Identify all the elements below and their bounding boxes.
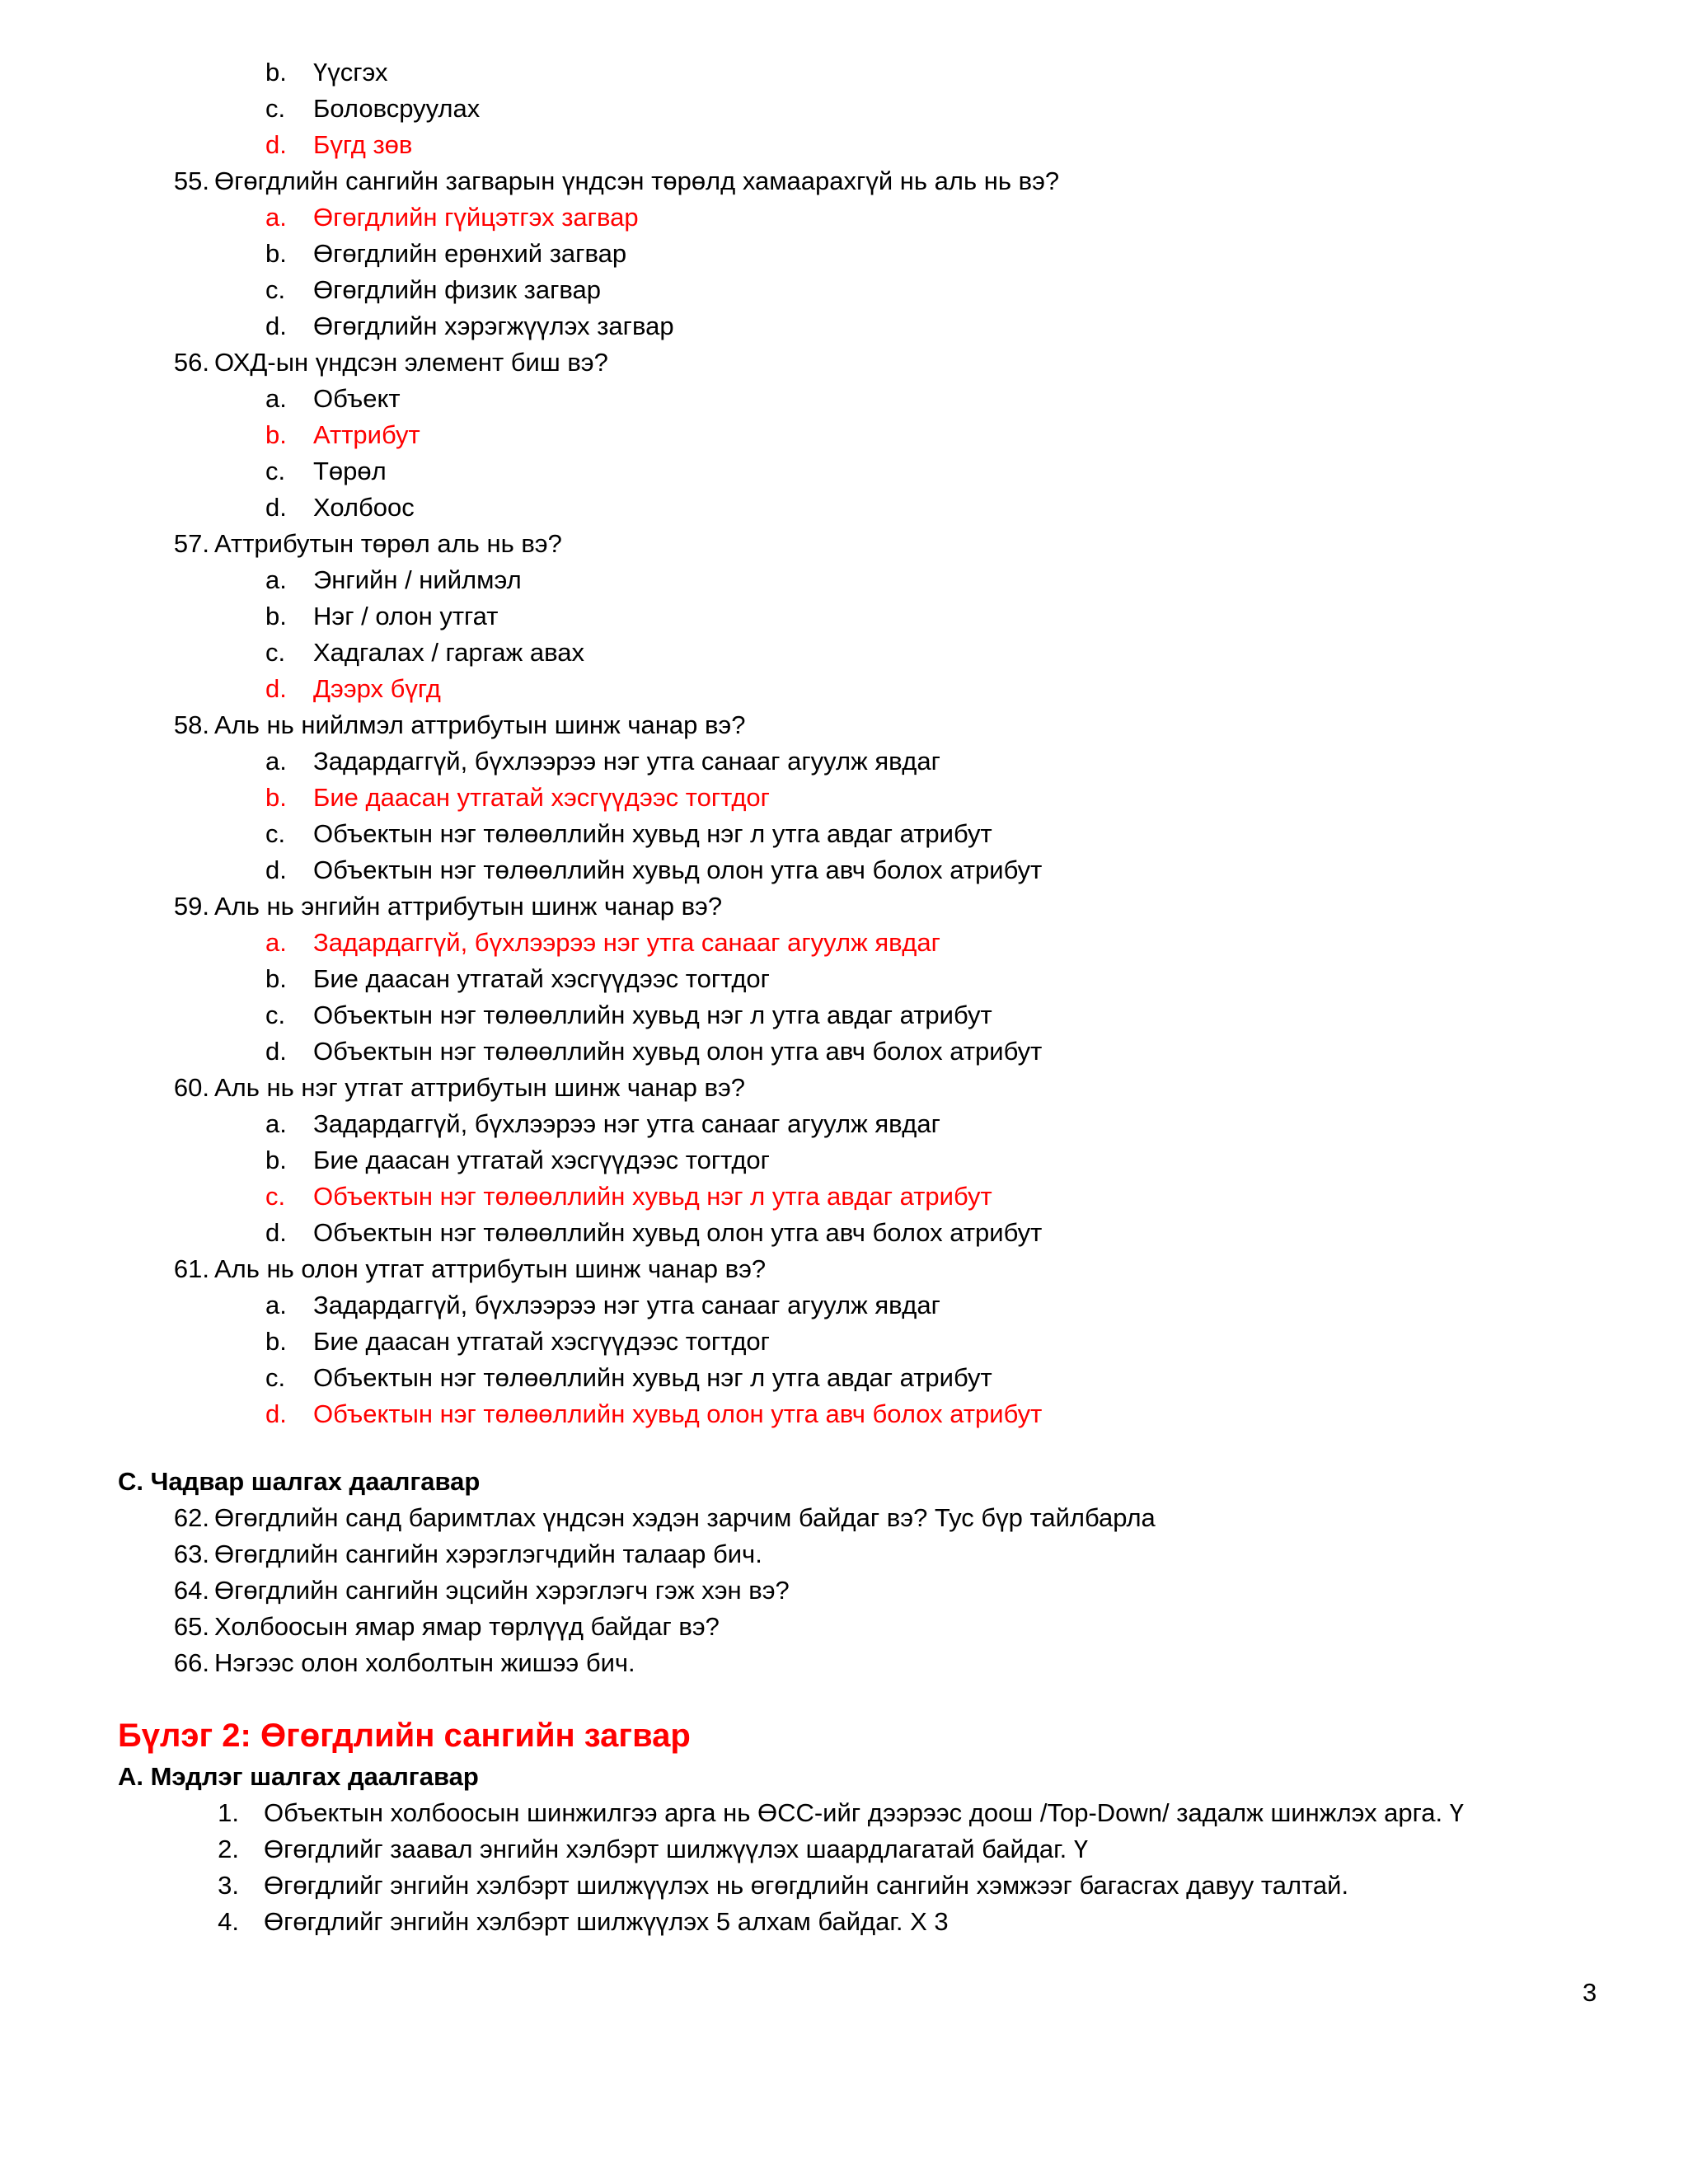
q56-option-b-correct: b. Аттрибут xyxy=(265,420,420,449)
q60-option-c-correct: c. Объектын нэг төлөөллийн хувьд нэг л утга авдаг атрибут xyxy=(265,1182,992,1211)
page-number: 3 xyxy=(1582,1978,1597,2007)
q57-option-c: c. Хадгалах / гаргаж авах xyxy=(265,638,584,667)
q60-option-b: b. Бие даасан утгатай хэсгүүдээс тогтдог xyxy=(265,1146,770,1174)
q56-option-d: d. Холбоос xyxy=(265,493,415,522)
question-56: 56. ОХД-ын үндсэн элемент биш вэ? xyxy=(173,348,608,377)
q58-option-d: d. Объектын нэг төлөөллийн хувьд олон утга авч болох атрибут xyxy=(265,855,1043,884)
q55-option-d: d. Өгөгдлийн хэрэгжүүлэх загвар xyxy=(265,312,674,340)
statement-2: 2. Өгөгдлийг заавал энгийн хэлбэрт шилжүүлэх шаардлагатай байдаг. Ү xyxy=(218,1835,1089,1863)
option-prev-d-correct: d. Бүгд зөв xyxy=(265,130,413,159)
q59-option-d: d. Объектын нэг төлөөллийн хувьд олон утга авч болох атрибут xyxy=(265,1037,1043,1066)
option-prev-c: c. Боловсруулах xyxy=(265,94,481,123)
question-61: 61. Аль нь олон утгат аттрибутын шинж чанар вэ? xyxy=(173,1254,767,1283)
chapter-heading: Бүлэг 2: Өгөгдлийн сангийн загвар xyxy=(118,1718,691,1754)
q56-option-a: a. Объект xyxy=(265,384,401,413)
question-55: 55. Өгөгдлийн сангийн загварын үндсэн төрөлд хамаарахгүй нь аль нь вэ? xyxy=(173,166,1060,195)
q58-option-c: c. Объектын нэг төлөөллийн хувьд нэг л утга авдаг атрибут xyxy=(265,819,992,848)
statement-3: 3. Өгөгдлийг энгийн хэлбэрт шилжүүлэх нь өгөгдлийн сангийн хэмжээг багасгах давуу талтай. xyxy=(218,1871,1349,1900)
q60-option-a: a. Задардаггүй, бүхлээрээ нэг утга санааг агуулж явдаг xyxy=(265,1109,940,1138)
q61-option-a: a. Задардаггүй, бүхлээрээ нэг утга санааг агуулж явдаг xyxy=(265,1291,940,1319)
question-57: 57. Аттрибутын төрөл аль нь вэ? xyxy=(173,529,562,558)
q58-option-a: a. Задардаггүй, бүхлээрээ нэг утга санааг агуулж явдаг xyxy=(265,747,940,776)
task-66: 66. Нэгээс олон холболтын жишээ бич. xyxy=(173,1648,635,1677)
task-62: 62. Өгөгдлийн санд баримтлах үндсэн хэдэн зарчим байдаг вэ? Тус бүр тайлбарла xyxy=(173,1503,1156,1532)
q61-option-c: c. Объектын нэг төлөөллийн хувьд нэг л утга авдаг атрибут xyxy=(265,1363,992,1392)
option-prev-b: b. Үүсгэх xyxy=(265,58,388,87)
q57-option-d-correct: d. Дээрх бүгд xyxy=(265,674,441,703)
q61-option-d-correct: d. Объектын нэг төлөөллийн хувьд олон утга авч болох атрибут xyxy=(265,1399,1043,1428)
task-63: 63. Өгөгдлийн сангийн хэрэглэгчдийн талаар бич. xyxy=(173,1540,762,1568)
question-60: 60. Аль нь нэг утгат аттрибутын шинж чанар вэ? xyxy=(173,1073,746,1102)
statement-4: 4. Өгөгдлийг энгийн хэлбэрт шилжүүлэх 5 алхам байдаг. Х 3 xyxy=(218,1907,949,1936)
q57-option-a: a. Энгийн / нийлмэл xyxy=(265,565,522,594)
q59-option-c: c. Объектын нэг төлөөллийн хувьд нэг л утга авдаг атрибут xyxy=(265,1001,992,1029)
q57-option-b: b. Нэг / олон утгат xyxy=(265,602,499,630)
question-59: 59. Аль нь энгийн аттрибутын шинж чанар вэ? xyxy=(173,892,723,921)
task-65: 65. Холбоосын ямар ямар төрлүүд байдаг вэ? xyxy=(173,1612,720,1641)
task-64: 64. Өгөгдлийн сангийн эцсийн хэрэглэгч гэж хэн вэ? xyxy=(173,1576,790,1605)
q60-option-d: d. Объектын нэг төлөөллийн хувьд олон утга авч болох атрибут xyxy=(265,1218,1043,1247)
q55-option-b: b. Өгөгдлийн ерөнхий загвар xyxy=(265,239,627,268)
q59-option-b: b. Бие даасан утгатай хэсгүүдээс тогтдог xyxy=(265,964,770,993)
q56-option-c: c. Төрөл xyxy=(265,457,387,485)
statement-1: 1. Объектын холбоосын шинжилгээ арга нь ӨСС-ийг дээрээс доош /Top-Down/ задалж шинжлэх арга. Ү xyxy=(218,1798,1465,1827)
q58-option-b-correct: b. Бие даасан утгатай хэсгүүдээс тогтдог xyxy=(265,783,770,812)
section-c-heading: C. Чадвар шалгах даалгавар xyxy=(118,1467,481,1496)
q55-option-a-correct: a. Өгөгдлийн гүйцэтгэх загвар xyxy=(265,203,639,232)
question-58: 58. Аль нь нийлмэл аттрибутын шинж чанар вэ? xyxy=(173,710,746,739)
q59-option-a-correct: a. Задардаггүй, бүхлээрээ нэг утга санааг агуулж явдаг xyxy=(265,928,940,957)
section-a-heading: A. Мэдлэг шалгах даалгавар xyxy=(118,1762,479,1791)
q61-option-b: b. Бие даасан утгатай хэсгүүдээс тогтдог xyxy=(265,1327,770,1356)
q55-option-c: c. Өгөгдлийн физик загвар xyxy=(265,275,602,304)
